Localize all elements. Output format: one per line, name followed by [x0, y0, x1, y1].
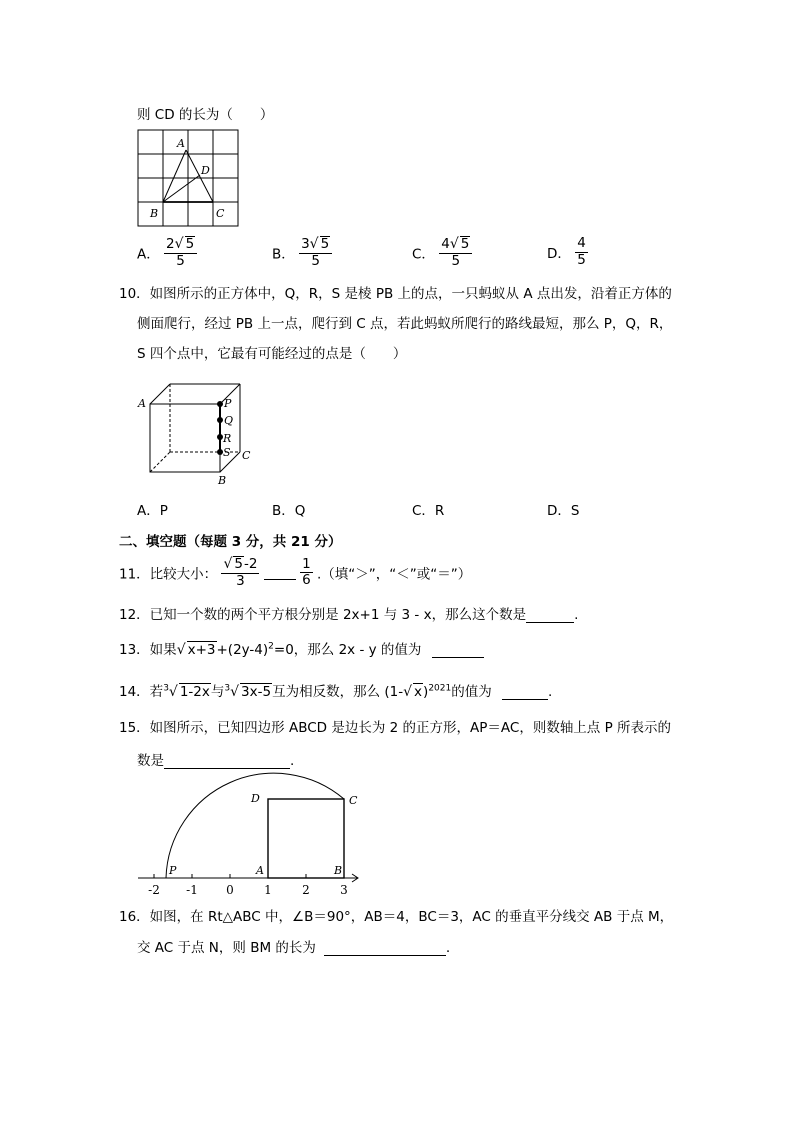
q15-tick-label: -1 [186, 883, 198, 897]
q10-label-b: B [218, 474, 227, 487]
q15-label-b: B [334, 864, 343, 877]
q12: 12．已知一个数的两个平方根分别是 2x+1 与 3 - x，那么这个数是 . [119, 607, 579, 623]
q9-option-b[interactable]: B． $\frac{3√ 5}{5}$ [272, 236, 332, 269]
q16-line2: 交 AC 于点 N，则 BM 的长为 . [137, 940, 451, 956]
q10-label-c: C [242, 449, 251, 462]
q15-line1: 15．如图所示，已知四边形 ABCD 是边长为 2 的正方形，AP＝AC，则数轴上点 P 所表示的 [119, 720, 672, 736]
q15-answer-blank[interactable] [164, 754, 290, 769]
q10-label-p: P [224, 397, 232, 410]
q9-label-c: C [216, 207, 225, 220]
q9-option-d[interactable]: D． $\frac{4}{5}$ [547, 235, 586, 268]
q15-tick-label: 1 [264, 883, 272, 897]
q15-label-c: C [349, 794, 358, 807]
q10-label-a: A [138, 397, 146, 410]
q15-number-line-figure [130, 770, 370, 900]
q10-label-r: R [223, 432, 232, 445]
q15-tick-label: 0 [226, 883, 234, 897]
q9-option-c[interactable]: C． $\frac{4√ 5}{5}$ [412, 236, 472, 269]
q10-label-s: S [223, 446, 231, 459]
q9-option-a[interactable]: A． $\frac{2√ 5}{5}$ [137, 236, 197, 269]
q9-label-d: D [201, 164, 210, 177]
q14-answer-blank[interactable] [502, 685, 548, 700]
q12-answer-blank[interactable] [526, 608, 574, 623]
q15-tick-label: -2 [148, 883, 160, 897]
q10-option-d[interactable]: D．S [547, 503, 580, 519]
q10-option-c[interactable]: C．R [412, 503, 445, 519]
q11-answer-blank[interactable] [264, 565, 296, 580]
q15-label-a: A [256, 864, 264, 877]
q10-option-a[interactable]: A．P [137, 503, 168, 519]
q9-label-b: B [150, 207, 159, 220]
q11: 11．比较大小： $\frac{√ 5-2}{3}$ $\frac{1}{6}$ .（填“＞”，“＜”或“＝”） [119, 555, 472, 589]
section-2-title: 二、填空题（每题 3 分，共 21 分） [119, 534, 342, 550]
q9-stem-tail: 则 CD 的长为（ ） [137, 107, 274, 123]
q16-answer-blank[interactable] [324, 941, 446, 956]
q10-line3: S 四个点中，它最有可能经过的点是（ ） [137, 346, 407, 362]
q15-tick-label: 3 [340, 883, 348, 897]
q10-label-q: Q [224, 414, 234, 427]
q14: 14．若$^3$√ 1-2x与$^3$√ 3x-5互为相反数，那么 (1-√ x)$^{2021}$的值为 . [119, 683, 553, 700]
q15-label-p: P [169, 864, 177, 877]
q15-line2: 数是 . [137, 753, 295, 769]
q10-option-b[interactable]: B．Q [272, 503, 306, 519]
q9-label-a: A [177, 137, 185, 150]
q16-line1: 16．如图，在 Rt△ABC 中，∠B＝90°，AB＝4，BC＝3，AC 的垂直平分线交 AB 于点 M， [119, 909, 674, 925]
q9-grid-figure [130, 125, 250, 235]
q15-label-d: D [251, 792, 260, 805]
q10-cube-figure [130, 376, 270, 488]
q15-tick-label: 2 [302, 883, 310, 897]
q10-line1: 10．如图所示的正方体中，Q，R，S 是棱 PB 上的点，一只蚂蚁从 A 点出发，沿着正方体的 [119, 286, 672, 302]
q10-line2: 侧面爬行，经过 PB 上一点，爬行到 C 点，若此蚂蚁所爬行的路线最短，那么 P，Q，R， [137, 316, 673, 332]
q13-answer-blank[interactable] [432, 643, 484, 658]
q13: 13．如果√ $x+3+(2y-4)^2=0$，那么 2x - y 的值为 [119, 638, 484, 658]
